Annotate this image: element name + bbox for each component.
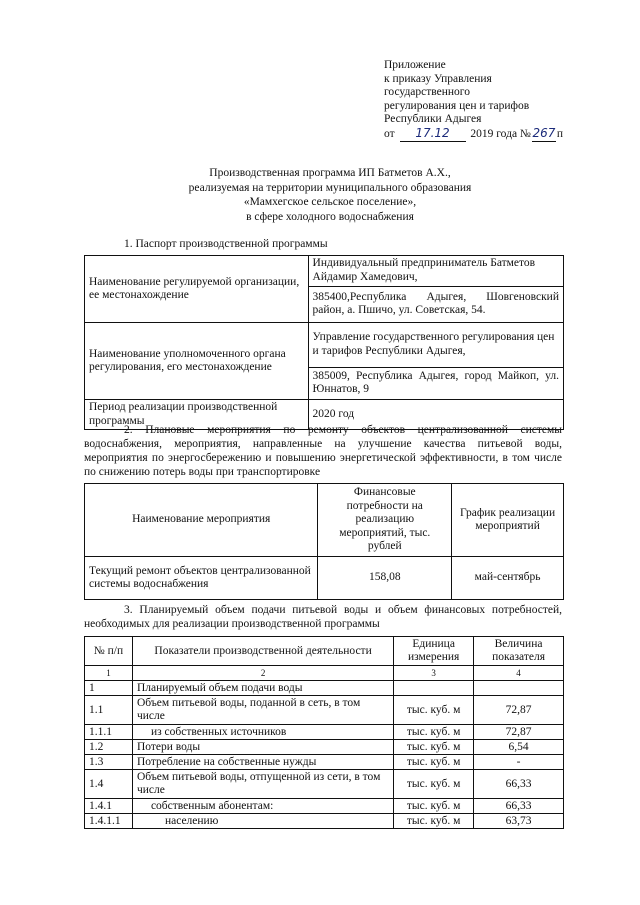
table-row [85, 770, 564, 799]
column-index: 1 [85, 666, 133, 681]
row-number: 1.3 [85, 755, 133, 770]
table-row [85, 681, 564, 696]
column-header: № п/п [85, 637, 133, 666]
table-cell: 158,08 [318, 557, 452, 600]
passport-value: Управление государственного регулирования цен и тарифов Республики Адыгея, [308, 323, 563, 368]
table-row [85, 557, 564, 600]
passport-value: Индивидуальный предприниматель Батметов Айдамир Хамедович, [308, 256, 563, 287]
table-index-row [85, 666, 564, 681]
indicator-name: населению [132, 814, 393, 829]
unit-cell: тыс. куб. м [394, 770, 474, 799]
column-header: Наименование мероприятия [85, 484, 318, 557]
title-line: Производственная программа ИП Батметов А.Х., [209, 167, 451, 179]
title-line: «Мамхегское сельское поселение», [243, 196, 417, 208]
passport-label: Наименование регулируемой организации, ее местонахождение [85, 256, 309, 323]
unit-cell: тыс. куб. м [394, 799, 474, 814]
handwritten-date: 17.12 [400, 127, 466, 142]
value-cell [474, 681, 564, 696]
unit-cell: тыс. куб. м [394, 755, 474, 770]
unit-cell: тыс. куб. м [394, 725, 474, 740]
row-number: 1 [85, 681, 133, 696]
title-line: реализуемая на территории муниципального образования [188, 181, 472, 194]
value-cell: 72,87 [474, 725, 564, 740]
passport-value: 385400,Республика Адыгея, Шовгеновский район, а. Пшичо, ул. Советская, 54. [308, 286, 563, 322]
table-cell: Текущий ремонт объектов централизованной системы водоснабжения [85, 557, 318, 600]
date-prefix: от [384, 127, 395, 140]
column-header: Величина показателя [474, 637, 564, 666]
column-header: Показатели производственной деятельности [132, 637, 393, 666]
column-index: 3 [394, 666, 474, 681]
table-row [85, 725, 564, 740]
value-cell: 72,87 [474, 696, 564, 725]
title-line: в сфере холодного водоснабжения [246, 210, 414, 223]
document-title [150, 166, 510, 224]
section-3-paragraph: 3. Планируемый объем подачи питьевой воды и объем финансовых потребностей, необходимых для реализации производственной программы [84, 604, 562, 630]
table-cell: май-сентябрь [452, 557, 564, 600]
table-row [85, 696, 564, 725]
appendix-line: к приказу Управления [384, 72, 492, 85]
row-number: 1.2 [85, 740, 133, 755]
table-row [85, 323, 564, 368]
indicator-name: Объем питьевой воды, поданной в сеть, в том числе [132, 696, 393, 725]
passport-value: 385009, Республика Адыгея, город Майкоп, ул. Юннатов, 9 [308, 367, 563, 399]
table-row [85, 740, 564, 755]
column-header: Единица измерения [394, 637, 474, 666]
passport-value: 2020 год [308, 400, 563, 430]
passport-table [84, 255, 564, 430]
indicator-name: из собственных источников [132, 725, 393, 740]
table-header-row [85, 637, 564, 666]
row-number: 1.1.1 [85, 725, 133, 740]
row-number: 1.4.1.1 [85, 814, 133, 829]
appendix-line: Республики Адыгея [384, 113, 482, 126]
section-3-text [84, 603, 562, 631]
indicator-name: Объем питьевой воды, отпущенной из сети, в том числе [132, 770, 393, 799]
column-index: 2 [132, 666, 393, 681]
table-row [85, 814, 564, 829]
indicator-name: Потребление на собственные нужды [132, 755, 393, 770]
unit-cell [394, 681, 474, 696]
indicators-table-body [85, 681, 564, 829]
table-row [85, 755, 564, 770]
unit-cell: тыс. куб. м [394, 740, 474, 755]
measures-table [84, 483, 564, 600]
unit-cell: тыс. куб. м [394, 696, 474, 725]
appendix-line: Приложение [384, 59, 446, 71]
value-cell: - [474, 755, 564, 770]
column-header: Финансовые потребности на реализацию мероприятий, тыс. рублей [318, 484, 452, 557]
section-2-paragraph: 2. Плановые мероприятия по ремонту объектов централизованной системы водоснабжения, мероприятия, направленные на улучшение качества питьевой воды, мероприятия по энергосбережению и повышению энергетической эффективности, в том числе по снижению потерь воды при транспортировке [84, 424, 562, 478]
passport-label: Период реализации производственной программы [85, 400, 309, 430]
indicators-table [84, 636, 564, 829]
unit-cell: тыс. куб. м [394, 814, 474, 829]
value-cell: 66,33 [474, 770, 564, 799]
section-1-heading: 1. Паспорт производственной программы [124, 238, 328, 250]
indicator-name: Планируемый объем подачи воды [132, 681, 393, 696]
date-suffix: 2019 года № [470, 127, 531, 140]
value-cell: 66,33 [474, 799, 564, 814]
value-cell: 63,73 [474, 814, 564, 829]
passport-label: Наименование уполномоченного органа регулирования, его местонахождение [85, 323, 309, 400]
table-row [85, 799, 564, 814]
row-number: 1.4 [85, 770, 133, 799]
indicator-name: собственным абонентам: [132, 799, 393, 814]
indicator-name: Потери воды [132, 740, 393, 755]
appendix-header [384, 59, 594, 142]
row-number: 1.4.1 [85, 799, 133, 814]
appendix-line: государственного [384, 86, 470, 99]
order-date-line [384, 127, 594, 142]
table-row [85, 256, 564, 287]
column-index: 4 [474, 666, 564, 681]
row-number: 1.1 [85, 696, 133, 725]
value-cell: 6,54 [474, 740, 564, 755]
appendix-line: регулирования цен и тарифов [384, 99, 530, 112]
section-2-text [84, 423, 562, 479]
column-header: График реализации мероприятий [452, 484, 564, 557]
number-suffix: п [556, 127, 564, 140]
table-header-row [85, 484, 564, 557]
handwritten-order-number: 267 [532, 125, 556, 140]
